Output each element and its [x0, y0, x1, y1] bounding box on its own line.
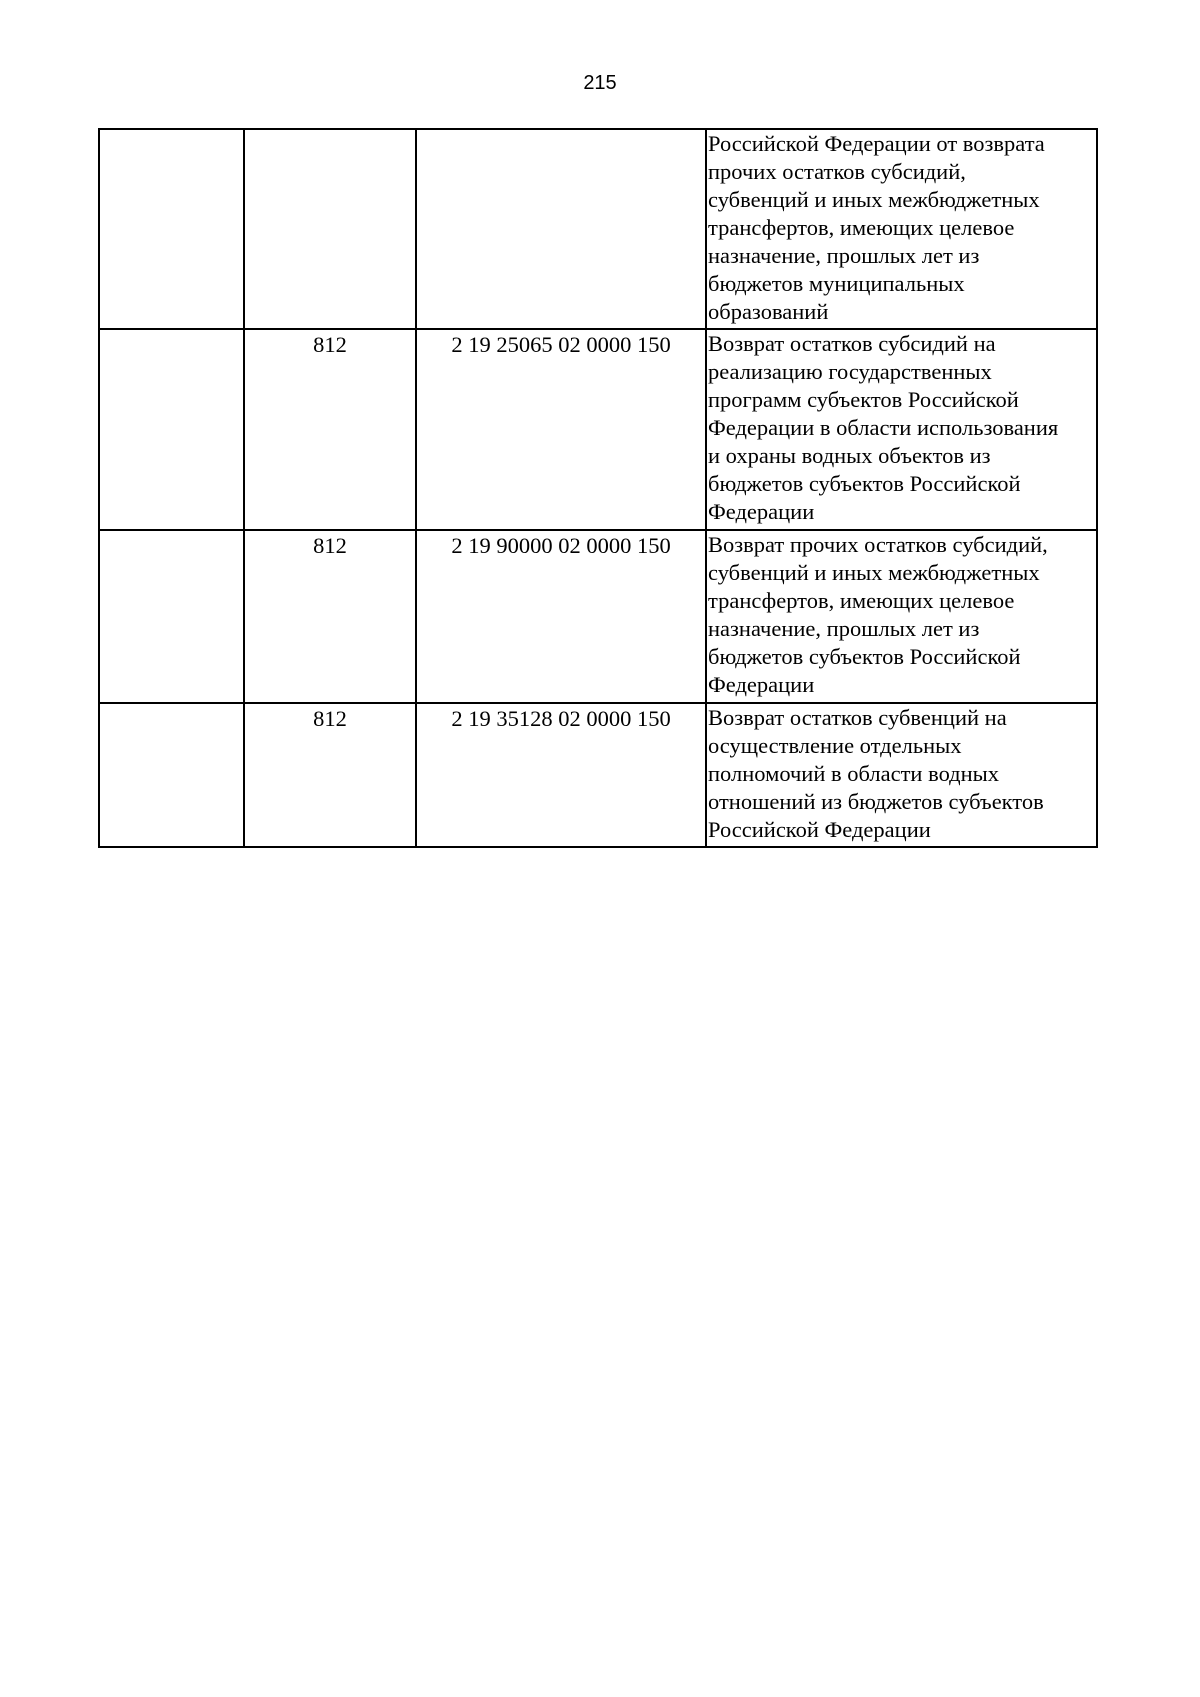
- name-line: Федерации: [708, 499, 815, 524]
- name-line: отношений из бюджетов субъектов: [708, 789, 1044, 814]
- empty-cell: [99, 703, 244, 847]
- name-line: и охраны водных объектов из: [708, 443, 991, 468]
- revenue-name-cell: [706, 329, 1097, 530]
- name-line: трансфертов, имеющих целевое: [708, 215, 1015, 240]
- name-line: Возврат прочих остатков субсидий,: [708, 532, 1048, 557]
- table-row: [99, 703, 1097, 847]
- page-number: 215: [583, 72, 617, 94]
- name-line: осуществление отдельных: [708, 733, 962, 758]
- name-line: Возврат остатков субвенций на: [708, 705, 1007, 730]
- table-row: [99, 329, 1097, 530]
- name-line: субвенций и иных межбюджетных: [708, 560, 1040, 585]
- table-row: [99, 530, 1097, 703]
- budget-code-cell: 2 19 25065 02 0000 150: [416, 329, 706, 530]
- name-line: прочих остатков субсидий,: [708, 159, 966, 184]
- name-line: Российской Федерации от возврата: [708, 131, 1045, 156]
- admin-code-cell: 812: [244, 703, 416, 847]
- budget-codes-table: [98, 128, 1098, 848]
- admin-code-cell: [244, 129, 416, 329]
- revenue-name-cell: [706, 129, 1097, 329]
- name-line: Российской Федерации: [708, 817, 931, 842]
- revenue-name-cell: [706, 530, 1097, 703]
- name-line: бюджетов субъектов Российской: [708, 471, 1021, 496]
- budget-code-cell: 2 19 90000 02 0000 150: [416, 530, 706, 703]
- table-row: [99, 129, 1097, 329]
- name-line: полномочий в области водных: [708, 761, 1000, 786]
- name-line: программ субъектов Российской: [708, 387, 1019, 412]
- admin-code-cell: 812: [244, 329, 416, 530]
- name-line: Возврат остатков субсидий на: [708, 331, 996, 356]
- name-line: бюджетов муниципальных: [708, 271, 965, 296]
- empty-cell: [99, 129, 244, 329]
- name-line: Федерации в области использования: [708, 415, 1059, 440]
- name-line: Федерации: [708, 672, 815, 697]
- name-line: реализацию государственных: [708, 359, 992, 384]
- empty-cell: [99, 329, 244, 530]
- revenue-name-cell: [706, 703, 1097, 847]
- name-line: субвенций и иных межбюджетных: [708, 187, 1040, 212]
- budget-code-cell: 2 19 35128 02 0000 150: [416, 703, 706, 847]
- admin-code-cell: 812: [244, 530, 416, 703]
- name-line: бюджетов субъектов Российской: [708, 644, 1021, 669]
- name-line: назначение, прошлых лет из: [708, 243, 980, 268]
- budget-code-cell: [416, 129, 706, 329]
- empty-cell: [99, 530, 244, 703]
- name-line: назначение, прошлых лет из: [708, 616, 980, 641]
- name-line: трансфертов, имеющих целевое: [708, 588, 1015, 613]
- name-line: образований: [708, 299, 829, 324]
